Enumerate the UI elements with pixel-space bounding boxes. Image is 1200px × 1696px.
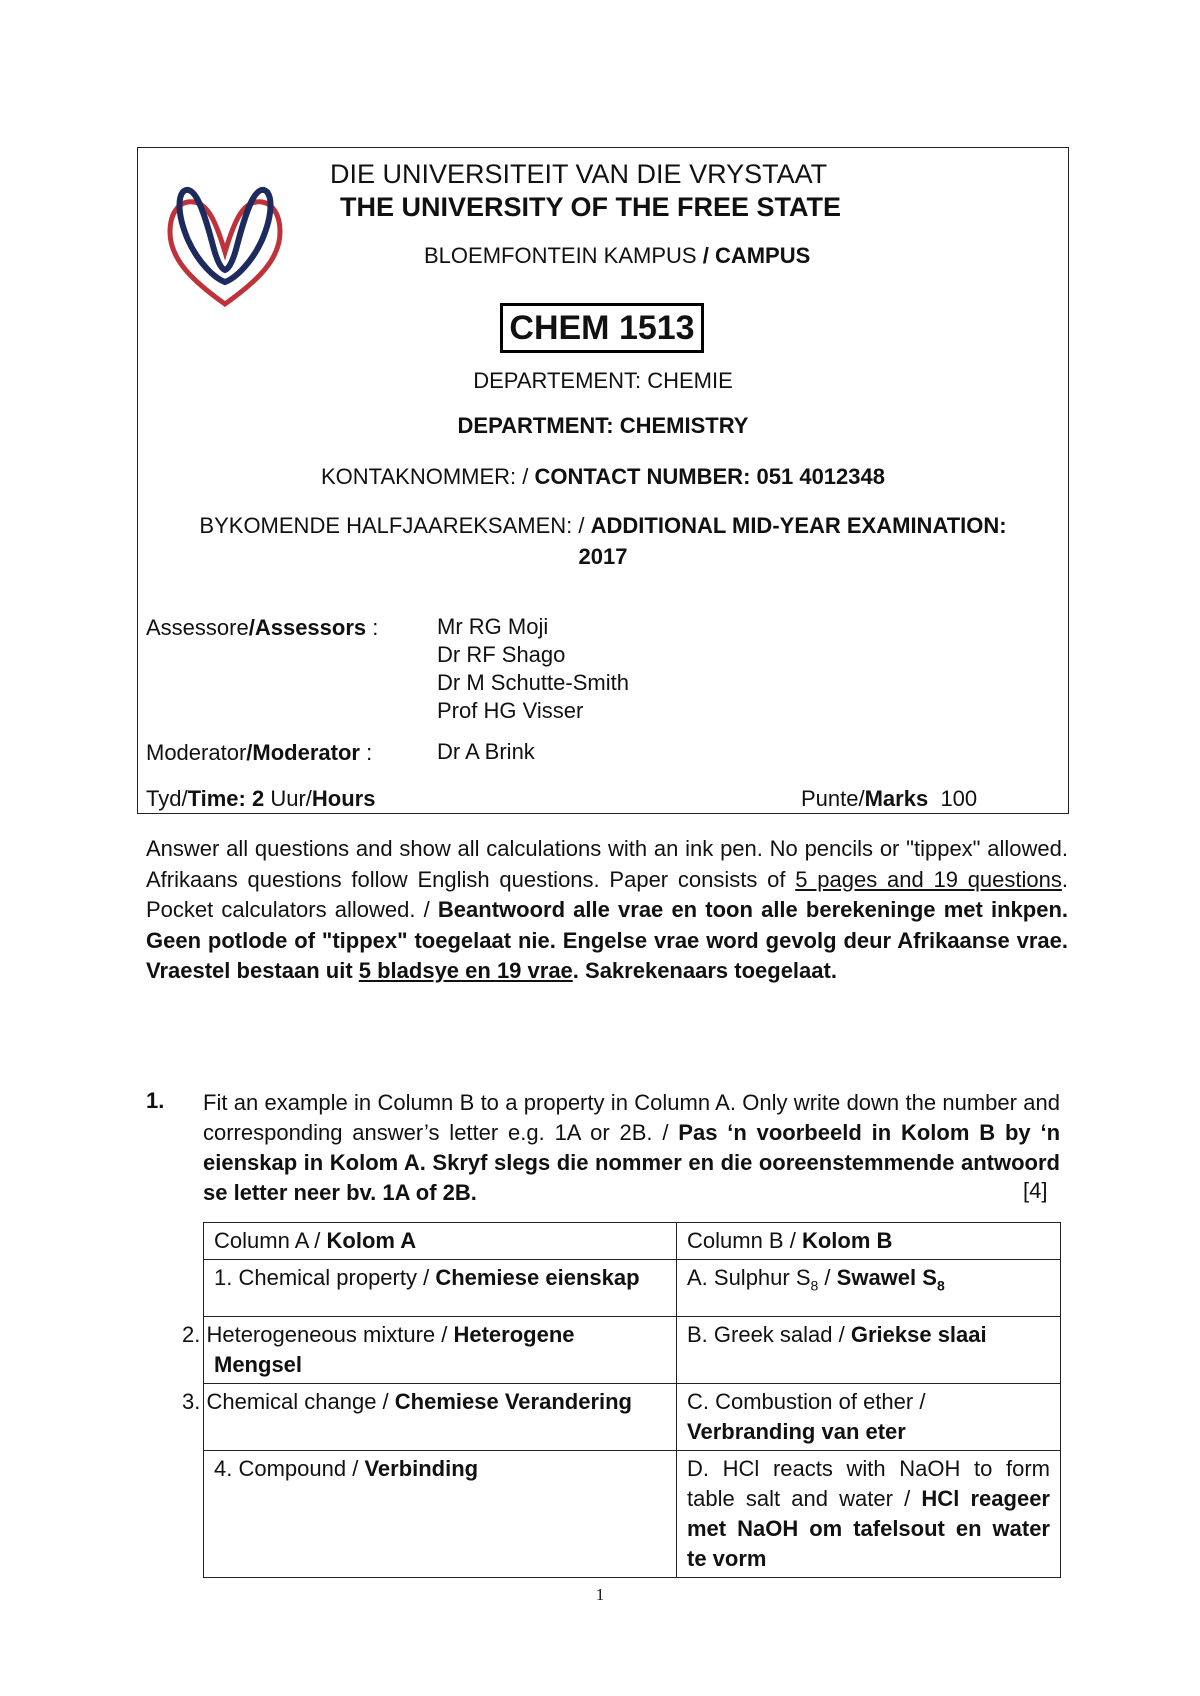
question-text: Fit an example in Column B to a property in Column A. Only write down the number and corresponding answer’s letter e.g. 1A or 2B. / Pas ‘n voorbeeld in Kolom B by ‘n eienskap in Kolom A. Skryf slegs die nommer en die ooreenstemmende antwoord se letter neer bv. 1A of 2B. bbox=[203, 1090, 1061, 1205]
university-logo bbox=[164, 182, 286, 308]
campus-line bbox=[424, 243, 1024, 269]
table-header-row bbox=[204, 1223, 1061, 1260]
assessors-label: Assessore/Assessors : bbox=[146, 615, 379, 640]
page-number: 1 bbox=[595, 1585, 605, 1604]
department-afrikaans: DEPARTEMENT: CHEMIE bbox=[473, 368, 733, 393]
exam-title-english: ADDITIONAL MID-YEAR EXAMINATION: bbox=[590, 513, 1007, 538]
campus-separator: / bbox=[696, 243, 715, 268]
moderator-name: Dr A Brink bbox=[437, 739, 535, 764]
contact-label-afrikaans: KONTAKNOMMER: / bbox=[321, 464, 535, 489]
exam-title bbox=[137, 510, 1069, 572]
column-a-cell: 4. Compound / Verbinding bbox=[204, 1451, 677, 1578]
table-row bbox=[204, 1451, 1061, 1578]
exam-instructions: Answer all questions and show all calculations with an ink pen. No pencils or "tippex" allowed. Afrikaans questions follow English questions. Paper consists of 5 pages and 19 questions. Pocket calculators allowed. / Beantwoord alle vrae en toon alle berekeninge met inkpen. Geen potlode of "tippex" toegelaat nie. Engelse vrae word gevolg deur Afrikaanse vrae. Vraestel bestaan uit 5 bladsye en 19 vrae. Sakrekenaars toegelaat. bbox=[146, 836, 1069, 983]
column-b-header: Column B / Kolom B bbox=[677, 1223, 1061, 1260]
course-code-box bbox=[500, 303, 704, 353]
exam-title-afrikaans: BYKOMENDE HALFJAAREKSAMEN: / bbox=[199, 513, 591, 538]
matching-table bbox=[182, 1222, 1061, 1578]
table-row bbox=[204, 1260, 1061, 1317]
column-b-cell: A. Sulphur $S_8$ / Swawel $S_8$ bbox=[677, 1260, 1061, 1317]
column-a-cell: 3. Chemical change / Chemiese Verandering bbox=[204, 1384, 677, 1451]
assessors-list bbox=[437, 613, 629, 725]
question-marks: [4] bbox=[1023, 1178, 1048, 1203]
moderator-label: Moderator/Moderator : bbox=[146, 740, 373, 765]
exam-year: 2017 bbox=[578, 544, 628, 569]
time-line: Tyd/Time: 2 Uur/Hours bbox=[146, 786, 376, 811]
table-row bbox=[204, 1384, 1061, 1451]
column-b-cell: D. HCl reacts with NaOH to form table salt and water / HCl reageer met NaOH om tafelsout en water te vorm bbox=[677, 1451, 1061, 1578]
column-b-cell: B. Greek salad / Griekse slaai bbox=[677, 1317, 1061, 1384]
assessor-name: Mr RG Moji bbox=[437, 614, 549, 639]
university-name-afrikaans: DIE UNIVERSITEIT VAN DIE VRYSTAAT bbox=[330, 159, 828, 189]
question-number: 1. bbox=[146, 1088, 165, 1113]
course-code: CHEM 1513 bbox=[509, 309, 695, 347]
assessor-name: Dr M Schutte-Smith bbox=[437, 670, 629, 695]
assessor-name: Prof HG Visser bbox=[437, 698, 584, 723]
contact-line bbox=[137, 464, 1069, 490]
campus-english: CAMPUS bbox=[714, 243, 811, 268]
column-b-cell: C. Combustion of ether / Verbranding van eter bbox=[677, 1384, 1061, 1451]
marks-line: Punte/Marks 100 bbox=[801, 786, 978, 811]
contact-number: CONTACT NUMBER: 051 4012348 bbox=[534, 464, 885, 489]
assessor-name: Dr RF Shago bbox=[437, 642, 566, 667]
column-a-cell: 2. Heterogeneous mixture / Heterogene Mengsel bbox=[204, 1317, 677, 1384]
department-english: DEPARTMENT: CHEMISTRY bbox=[457, 413, 749, 438]
column-a-cell: 1. Chemical property / Chemiese eienskap bbox=[204, 1260, 677, 1317]
university-name-english: THE UNIVERSITY OF THE FREE STATE bbox=[340, 192, 842, 222]
column-a-header: Column A / Kolom A bbox=[204, 1223, 677, 1260]
campus-afrikaans: BLOEMFONTEIN KAMPUS bbox=[424, 243, 697, 268]
table-row bbox=[204, 1317, 1061, 1384]
